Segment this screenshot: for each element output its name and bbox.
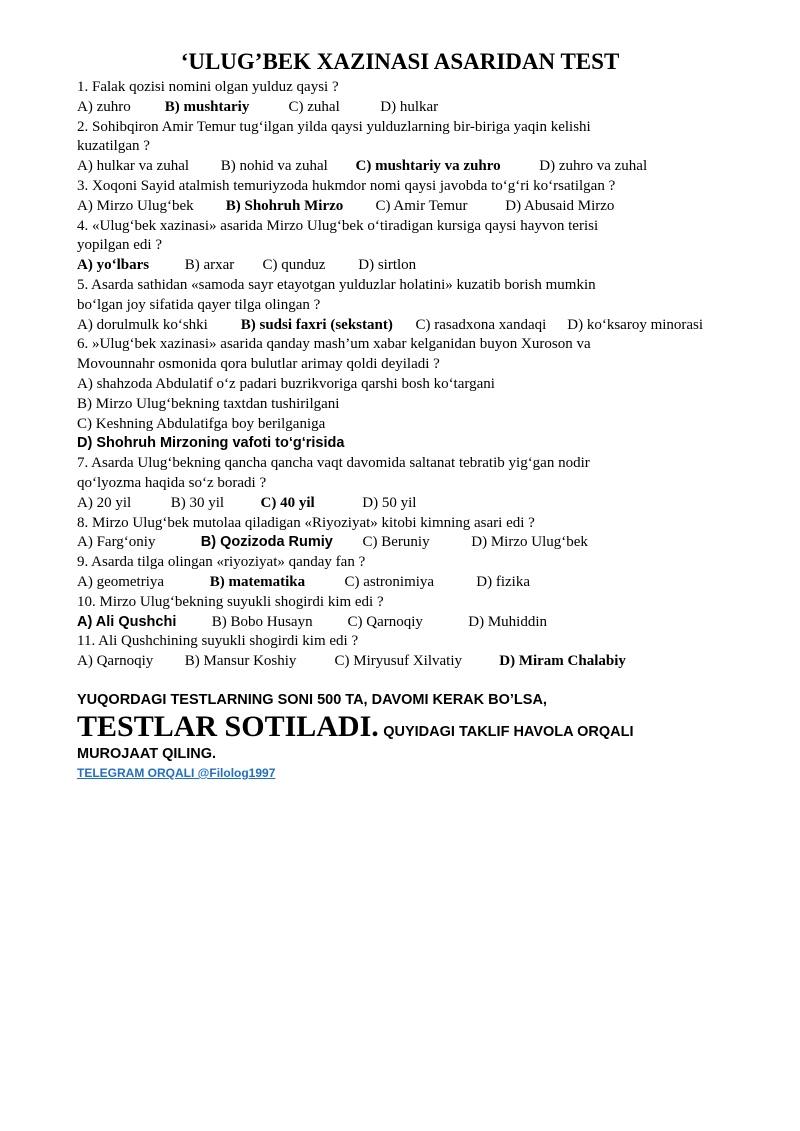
option-a: A) Mirzo Ulug‘bek [77, 197, 194, 214]
option-d: D) zuhro va zuhal [539, 158, 648, 175]
option-a: A) Qarnoqiy [77, 653, 154, 670]
option-b: B) nohid va zuhal [220, 158, 328, 175]
option-a: A) zuhro [77, 98, 131, 115]
option-d: D) hulkar [380, 98, 439, 115]
option-a-correct: A) Ali Qushchi [77, 613, 177, 630]
option-d-correct: D) Miram Chalabiy [499, 653, 626, 670]
options-5 [77, 316, 777, 336]
option-d: D) 50 yil [362, 494, 417, 511]
options-8 [77, 533, 777, 553]
option-b-correct: B) Qozizoda Rumiy [200, 534, 333, 551]
option-b-correct: B) Shohruh Mirzo [225, 197, 344, 214]
options-11 [77, 652, 777, 672]
question-4: 4. «Ulug‘bek xazinasi» asarida Mirzo Ulug‘bek o‘tiradigan kursiga qaysi hayvon terisi yopilgan edi ? [77, 217, 599, 254]
question-10: 10. Mirzo Ulug‘bekning suyukli shogirdi kim edi ? [77, 593, 384, 610]
notice-headline: TESTLAR SOTILADI. [77, 709, 379, 743]
option-b-correct: B) mushtariy [164, 98, 250, 115]
question-9: 9. Asarda tilga olingan «riyoziyat» qanday fan ? [77, 554, 366, 571]
question-1: 1. Falak qozisi nomini olgan yulduz qaysi ? [77, 79, 339, 95]
option-c: C) astronimiya [344, 573, 435, 590]
option-c-correct: C) 40 yil [260, 494, 315, 511]
option-d: D) Mirzo Ulug‘bek [471, 534, 588, 551]
option-c: C) Amir Temur [375, 197, 468, 214]
notice-line-3: MUROJAAT QILING. [77, 745, 217, 762]
options-3 [77, 197, 777, 217]
telegram-link[interactable]: TELEGRAM ORQALI @Filolog1997 [77, 765, 276, 780]
option-c: C) Keshning Abdulatifga boy berilganiga [77, 415, 326, 432]
option-b: B) 30 yil [170, 494, 225, 511]
page-title: ‘ULUG’BEK XAZINASI ASARIDAN TEST [180, 49, 620, 74]
sales-notice [77, 690, 777, 782]
question-6: 6. »Ulug‘bek xazinasi» asarida qanday mash’um xabar kelganidan buyon Xuroson va Movounnahr osmonida qora bulutlar arimay qoldi deyiladi ? [77, 336, 591, 373]
option-a: A) 20 yil [77, 494, 132, 511]
option-d: D) Abusaid Mirzo [505, 197, 615, 214]
option-c: C) zuhal [288, 98, 340, 115]
options-9 [77, 573, 777, 593]
option-b: B) Bobo Husayn [211, 613, 313, 630]
option-c: C) Beruniy [362, 534, 430, 551]
options-10 [77, 613, 777, 633]
option-a-correct: A) yo‘lbars [77, 257, 150, 274]
document-page [77, 48, 777, 782]
option-b: B) Mirzo Ulug‘bekning taxtdan tushirilgani [77, 395, 340, 412]
option-c: C) Miryusuf Xilvatiy [334, 653, 462, 670]
options-4 [77, 256, 777, 276]
options-7 [77, 494, 777, 514]
question-7: 7. Asarda Ulug‘bekning qancha qancha vaqt davomida saltanat tebratib yig‘gan nodir qo‘lyozma haqida so‘z boradi ? [77, 455, 590, 491]
option-c: C) rasadxona xandaqi [415, 316, 547, 333]
option-d: D) fizika [476, 573, 530, 590]
option-a: A) geometriya [77, 573, 165, 590]
option-c-correct: C) mushtariy va zuhro [355, 158, 501, 175]
notice-line-1: YUQORDAGI TESTLARNING SONI 500 TA, DAVOMI KERAK BO’LSA, [77, 691, 547, 708]
option-b: B) Mansur Koshiy [184, 653, 297, 670]
options-2 [77, 157, 777, 177]
option-a: A) hulkar va zuhal [77, 158, 190, 175]
notice-line-2: QUYIDAGI TAKLIF HAVOLA ORQALI [383, 723, 634, 740]
question-5: 5. Asarda sathidan «samoda sayr etayotgan yulduzlar holatini» kuzatib borish mumkin bo‘lgan joy sifatida qayer tilga olingan ? [77, 276, 596, 313]
option-b: B) arxar [184, 257, 235, 274]
option-a: A) shahzoda Abdulatif o‘z padari buzrikvoriga qarshi bosh ko‘targani [77, 375, 495, 392]
option-b-correct: B) sudsi faxri (sekstant) [240, 316, 393, 333]
option-d: D) Muhiddin [468, 613, 547, 630]
option-c: C) qunduz [262, 257, 326, 274]
option-d: D) ko‘ksaroy minorasi [567, 316, 704, 333]
option-d: D) sirtlon [358, 257, 417, 274]
question-8: 8. Mirzo Ulug‘bek mutolaa qiladigan «Riyoziyat» kitobi kimning asari edi ? [77, 514, 535, 531]
option-d-correct: D) Shohruh Mirzoning vafoti to‘g‘risida [77, 435, 345, 452]
option-a: A) dorulmulk ko‘shki [77, 316, 208, 333]
question-3: 3. Xoqoni Sayid atalmish temuriyzoda hukmdor nomi qaysi javobda to‘g‘ri ko‘rsatilgan ? [77, 177, 616, 194]
options-1 [77, 98, 777, 118]
option-c: C) Qarnoqiy [347, 613, 423, 630]
option-b-correct: B) matematika [209, 573, 306, 590]
question-2: 2. Sohibqiron Amir Temur tug‘ilgan yilda qaysi yulduzlarning bir-biriga yaqin kelishi kuzatilgan ? [77, 118, 591, 155]
question-11: 11. Ali Qushchining suyukli shogirdi kim edi ? [77, 633, 359, 650]
option-a: A) Farg‘oniy [77, 534, 156, 551]
